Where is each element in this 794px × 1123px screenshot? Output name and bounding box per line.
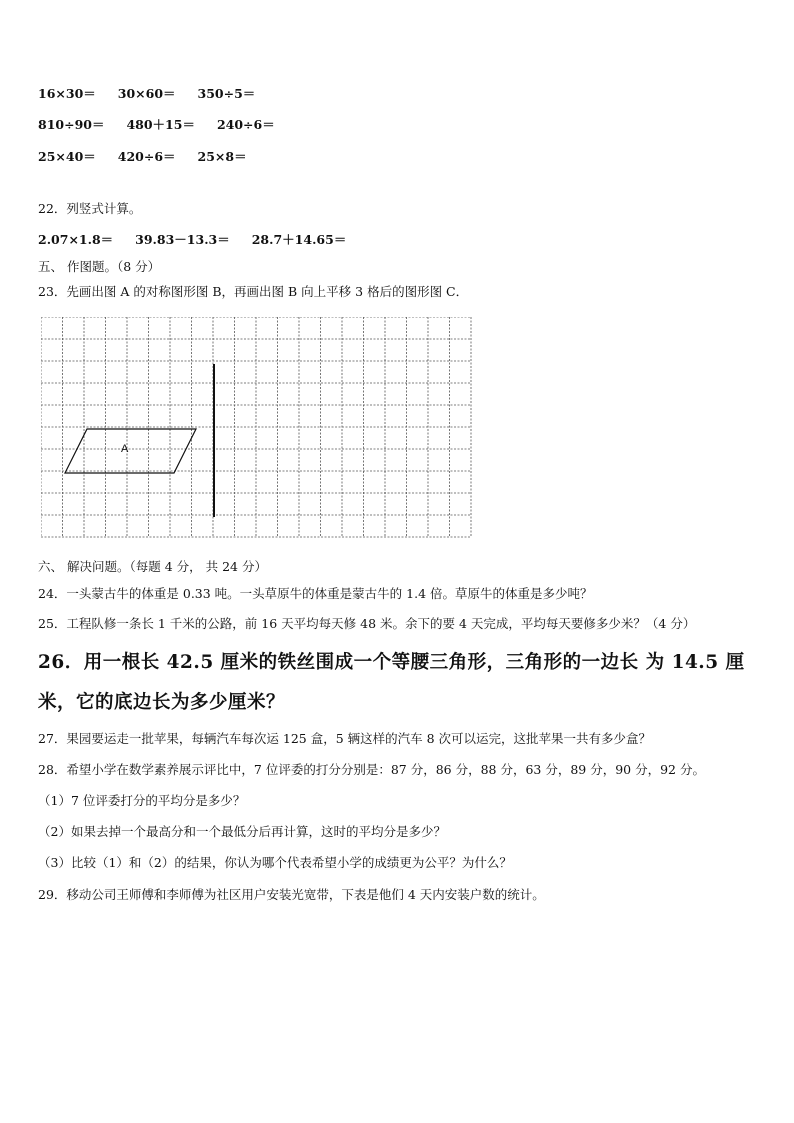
q28-sub-3: （3）比较（1）和（2）的结果，你认为哪个代表希望小学的成绩更为公平？为什么？: [38, 855, 512, 870]
vertical-calc-item: 39.83－13.3＝: [135, 232, 230, 247]
grid-lines: [41, 317, 471, 537]
oral-calc-item: 25×8＝: [197, 149, 247, 164]
q23-text: 23．先画出图 A 的对称图形图 B，再画出图 B 向上平移 3 格后的图形图 C．: [38, 284, 469, 299]
section-5-title: 五、 作图题。（8 分）: [38, 259, 161, 274]
shape-label-a: A: [121, 443, 129, 455]
q28-sub-1: （1）7 位评委打分的平均分是多少？: [38, 793, 246, 808]
vertical-calc-item: 2.07×1.8＝: [38, 232, 114, 247]
q27-text: 27．果园要运走一批苹果，每辆汽车每次运 125 盒，5 辆这样的汽车 8 次可以运完，这批苹果一共有多少盒？: [38, 731, 652, 746]
q26-line-2: 米，它的底边长为多少厘米？: [38, 692, 286, 713]
vertical-calc-item: 28.7＋14.65＝: [251, 232, 347, 247]
parallelogram-a: [65, 429, 196, 473]
q22-items: [38, 230, 364, 248]
oral-calc-item: 350÷5＝: [197, 86, 256, 101]
oral-calc-row-2: [38, 115, 293, 133]
oral-calc-item: 16×30＝: [38, 86, 96, 101]
oral-calc-item: 810÷90＝: [38, 117, 105, 132]
q28-text: 28．希望小学在数学素养展示评比中，7 位评委的打分分别是：87 分，86 分，88 分，63 分，89 分，90 分，92 分。: [38, 762, 705, 777]
section-6-title: 六、 解决问题。（每题 4 分， 共 24 分）: [38, 559, 267, 574]
oral-calc-item: 240÷6＝: [216, 117, 275, 132]
q25-text: 25．工程队修一条长 1 千米的公路，前 16 天平均每天修 48 米。余下的要 4 天完成，平均每天要修多少米？（4 分）: [38, 616, 696, 631]
q29-text: 29．移动公司王师傅和李师傅为社区用户安装光宽带，下表是他们 4 天内安装户数的统计。: [38, 887, 545, 902]
oral-calc-item: 25×40＝: [38, 149, 96, 164]
q28-sub-2: （2）如果去掉一个最高分和一个最低分后再计算，这时的平均分是多少？: [38, 824, 446, 839]
q26-line-1: 26．用一根长 42.5 厘米的铁丝围成一个等腰三角形，三角形的一边长 为 14.5 厘: [38, 652, 745, 673]
q24-text: 24．一头蒙古牛的体重是 0.33 吨。一头草原牛的体重是蒙古牛的 1.4 倍。草原牛的体重是多少吨？: [38, 586, 593, 601]
oral-calc-item: 420÷6＝: [117, 149, 176, 164]
oral-calc-row-3: [38, 147, 265, 165]
drawing-grid: [41, 317, 473, 539]
q22-heading: 22．列竖式计算。: [38, 201, 142, 216]
oral-calc-row-1: [38, 84, 273, 102]
oral-calc-item: 480＋15＝: [126, 117, 195, 132]
oral-calc-item: 30×60＝: [117, 86, 176, 101]
